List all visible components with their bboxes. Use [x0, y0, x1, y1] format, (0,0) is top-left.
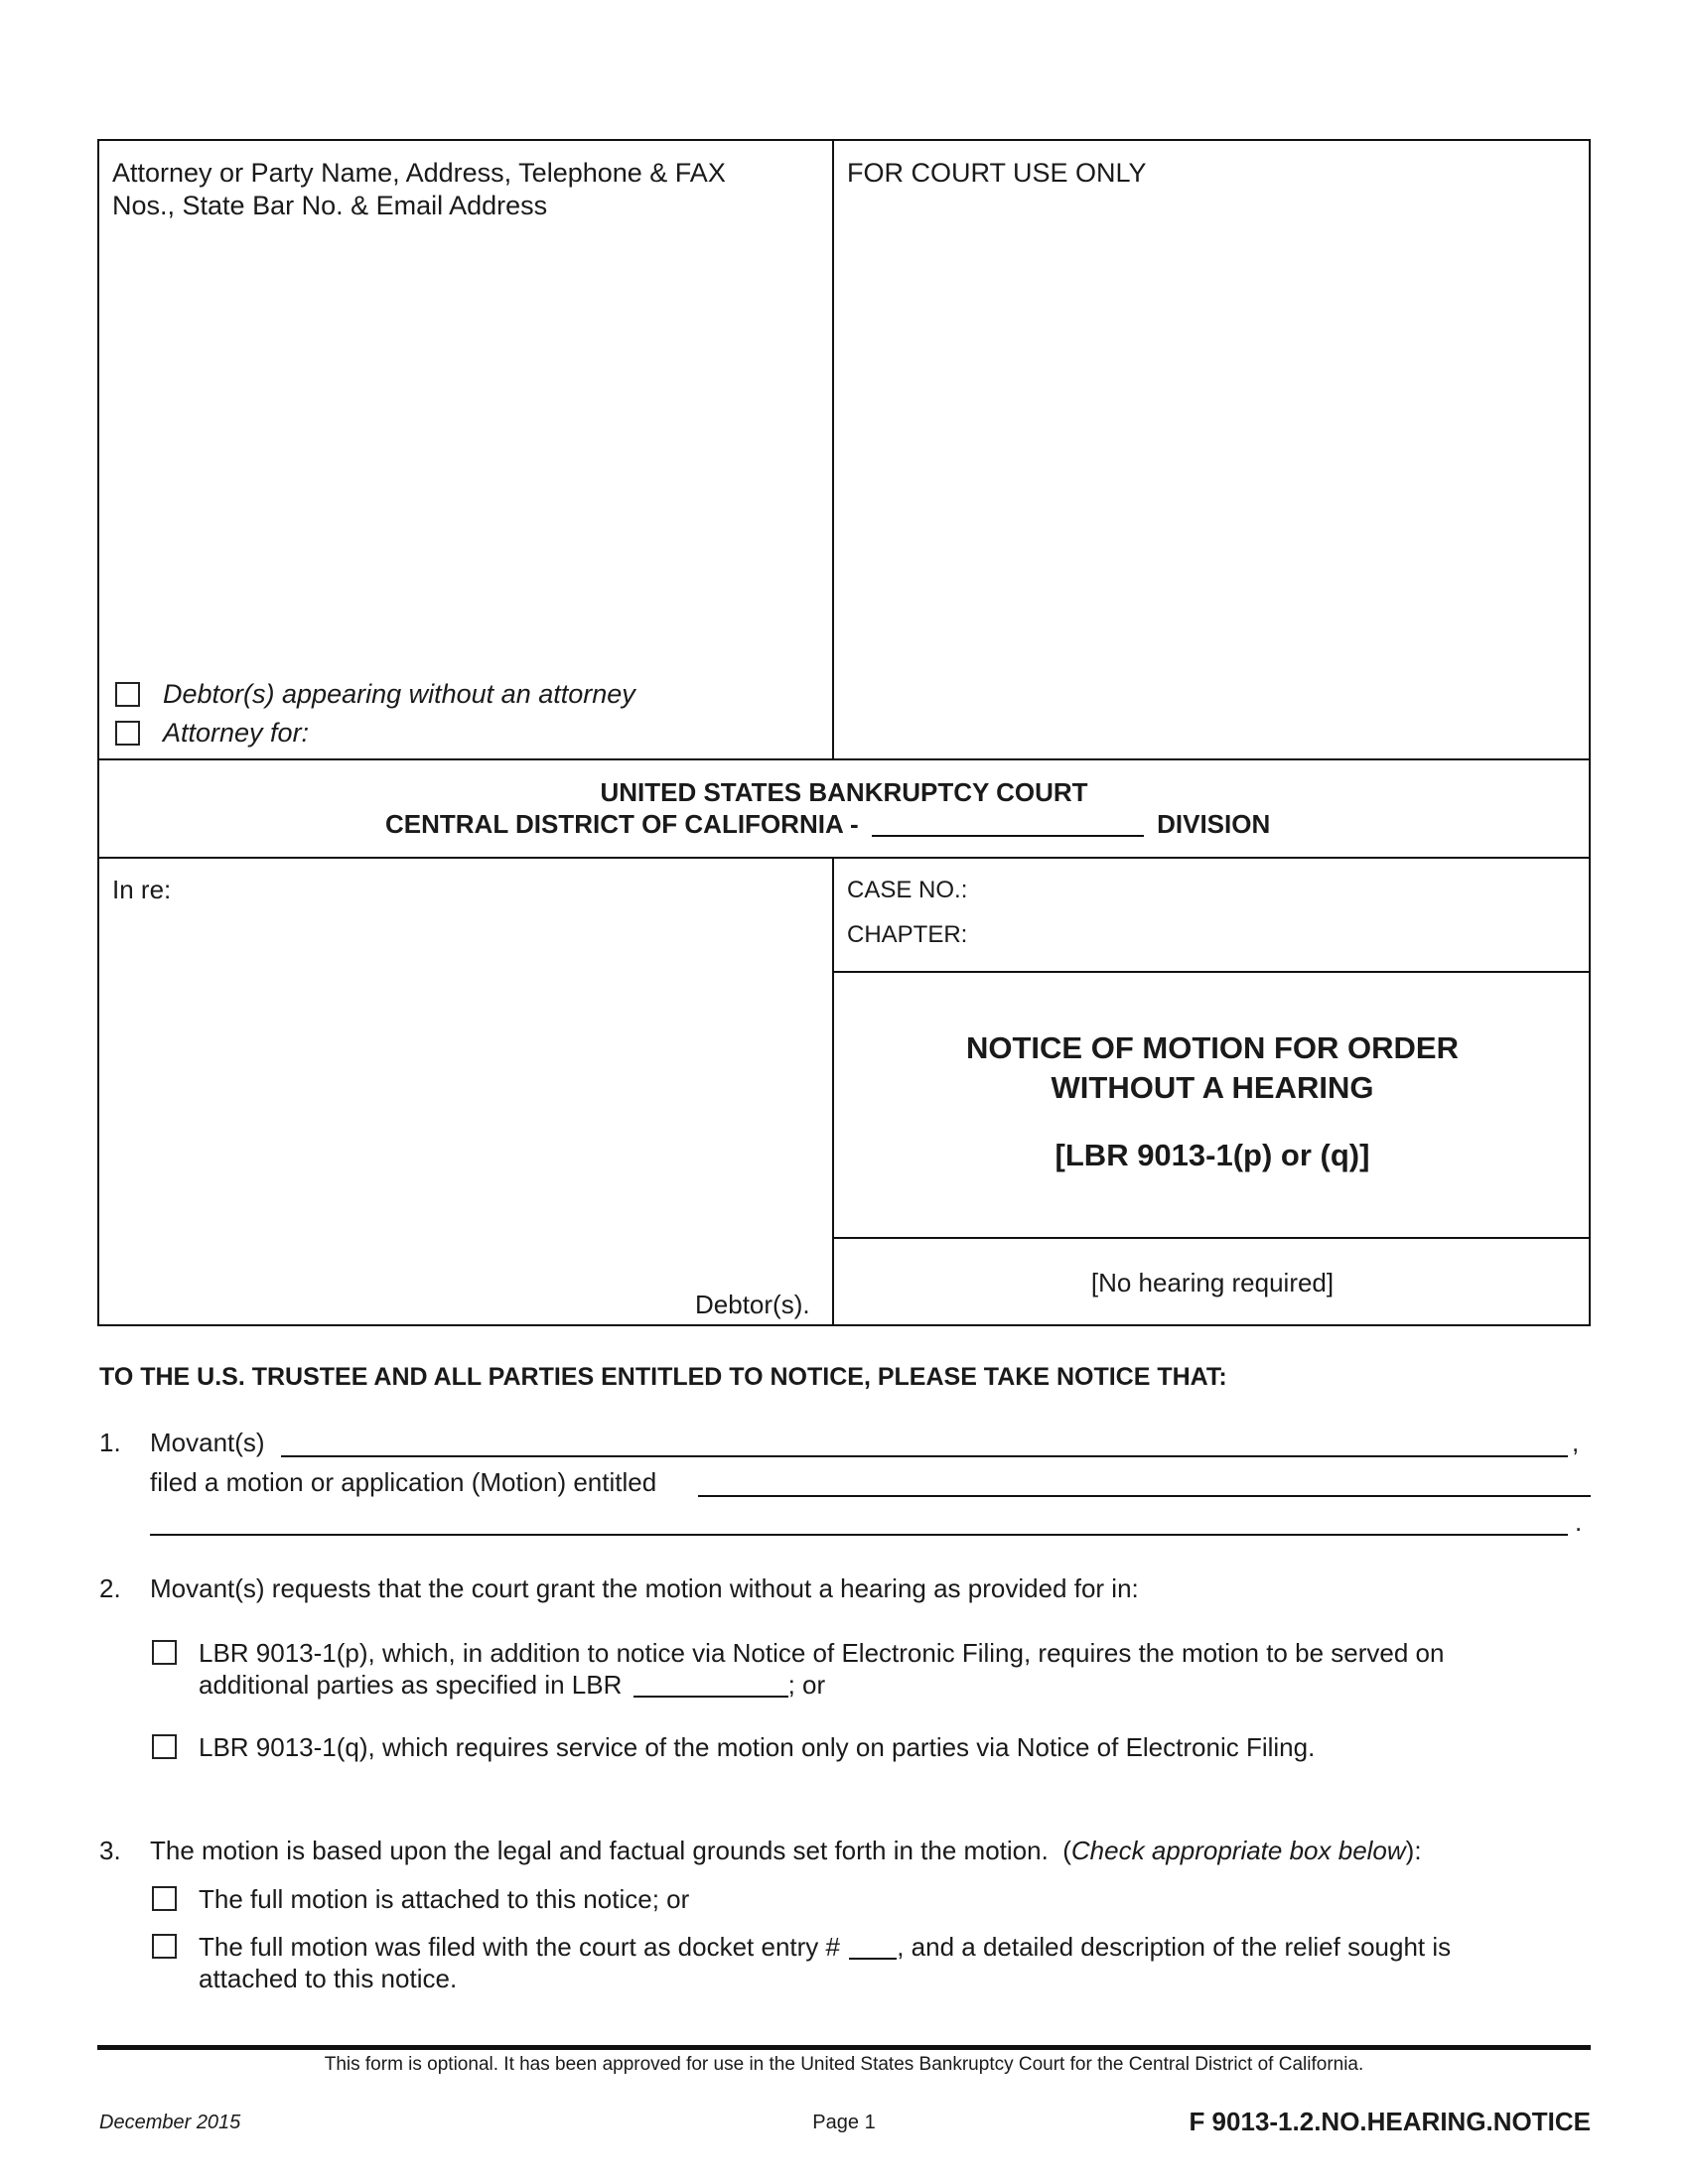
case-no-label: CASE NO.:	[847, 877, 968, 903]
divider-title-bottom	[832, 1237, 1591, 1239]
item1-movant-label: Movant(s)	[150, 1428, 265, 1457]
item1-filed-label: filed a motion or application (Motion) entitled	[150, 1467, 657, 1497]
item2-text: Movant(s) requests that the court grant the motion without a hearing as provided for in:	[150, 1573, 1139, 1603]
item3-number: 3.	[99, 1836, 121, 1865]
divider-court-bottom	[97, 857, 1591, 859]
in-re-label: In re:	[112, 875, 172, 904]
motion-attached-checkbox[interactable]	[152, 1886, 177, 1911]
footer-date: December 2015	[99, 2112, 241, 2133]
item1-comma: ,	[1572, 1428, 1580, 1457]
footer-page: Page 1	[812, 2112, 876, 2133]
item3-option2-line2: attached to this notice.	[199, 1964, 458, 1993]
item2-option1-line2	[199, 1669, 825, 1701]
docket-entry-field[interactable]	[849, 1932, 897, 1960]
footer-note: This form is optional. It has been approved for use in the United States Bankruptcy Court for the Central District of California.	[324, 2054, 1364, 2075]
form-title	[834, 1028, 1591, 1175]
court-line2	[385, 808, 1270, 840]
movant-field[interactable]	[281, 1455, 1568, 1457]
item3-text-suffix: ):	[1405, 1836, 1422, 1865]
item3-option2-suffix: , and a detailed description of the relief sought is	[897, 1932, 1452, 1962]
item3-text-italic: Check appropriate box below	[1070, 1836, 1406, 1865]
debtors-label: Debtor(s).	[695, 1290, 810, 1319]
lbr-9013-1p-checkbox[interactable]	[152, 1640, 177, 1665]
item2-option1-line2-prefix: additional parties as specified in LBR	[199, 1670, 623, 1700]
debtor-without-attorney-label: Debtor(s) appearing without an attorney	[163, 679, 635, 709]
motion-docket-checkbox[interactable]	[152, 1934, 177, 1959]
debtor-without-attorney-checkbox[interactable]	[115, 682, 140, 707]
form-title-line2: WITHOUT A HEARING	[1051, 1070, 1374, 1105]
item2-number: 2.	[99, 1573, 121, 1603]
motion-title-field-1[interactable]	[698, 1495, 1591, 1497]
attorney-label	[112, 157, 827, 222]
form-title-line3: [LBR 9013-1(p) or (q)]	[1055, 1138, 1370, 1172]
court-line1: UNITED STATES BANKRUPTCY COURT	[600, 777, 1088, 807]
court-line2-prefix: CENTRAL DISTRICT OF CALIFORNIA -	[385, 809, 859, 839]
footer-form-id: F 9013-1.2.NO.HEARING.NOTICE	[1189, 2107, 1591, 2136]
division-field[interactable]	[872, 809, 1144, 837]
divider-court-top	[97, 758, 1591, 760]
attorney-label-line1: Attorney or Party Name, Address, Telephone & FAX	[112, 158, 726, 188]
item2-option1-line2-suffix: ; or	[787, 1670, 826, 1700]
lbr-section-field[interactable]	[633, 1670, 788, 1698]
divider-case-bottom	[832, 971, 1591, 973]
attorney-for-checkbox[interactable]	[115, 721, 140, 746]
footer-rule	[97, 2045, 1591, 2050]
item1-period: .	[1575, 1507, 1583, 1537]
motion-title-field-2[interactable]	[150, 1534, 1568, 1536]
attorney-label-line2: Nos., State Bar No. & Email Address	[112, 191, 548, 220]
court-line2-suffix: DIVISION	[1157, 809, 1271, 839]
lbr-9013-1q-checkbox[interactable]	[152, 1734, 177, 1759]
no-hearing-label: [No hearing required]	[1090, 1268, 1335, 1297]
attorney-for-label: Attorney for:	[163, 718, 310, 748]
form-title-line1: NOTICE OF MOTION FOR ORDER	[966, 1030, 1459, 1065]
item3-option1: The full motion is attached to this notice; or	[199, 1884, 690, 1914]
court-use-label: FOR COURT USE ONLY	[847, 158, 1147, 188]
chapter-label: CHAPTER:	[847, 921, 968, 948]
divider-top-vertical	[832, 139, 834, 759]
item3-option2-prefix: The full motion was filed with the court as docket entry #	[199, 1932, 840, 1962]
item3-text	[150, 1835, 1422, 1866]
item3-text-prefix: The motion is based upon the legal and factual grounds set forth in the motion. (	[150, 1836, 1071, 1865]
item3-option2-line1	[199, 1931, 1451, 1963]
item2-option2: LBR 9013-1(q), which requires service of the motion only on parties via Notice of Electronic Filing.	[199, 1732, 1316, 1762]
item2-option1-line1: LBR 9013-1(p), which, in addition to notice via Notice of Electronic Filing, requires the motion to be served on	[199, 1638, 1445, 1668]
notice-heading: TO THE U.S. TRUSTEE AND ALL PARTIES ENTITLED TO NOTICE, PLEASE TAKE NOTICE THAT:	[99, 1363, 1227, 1391]
item1-number: 1.	[99, 1428, 121, 1457]
